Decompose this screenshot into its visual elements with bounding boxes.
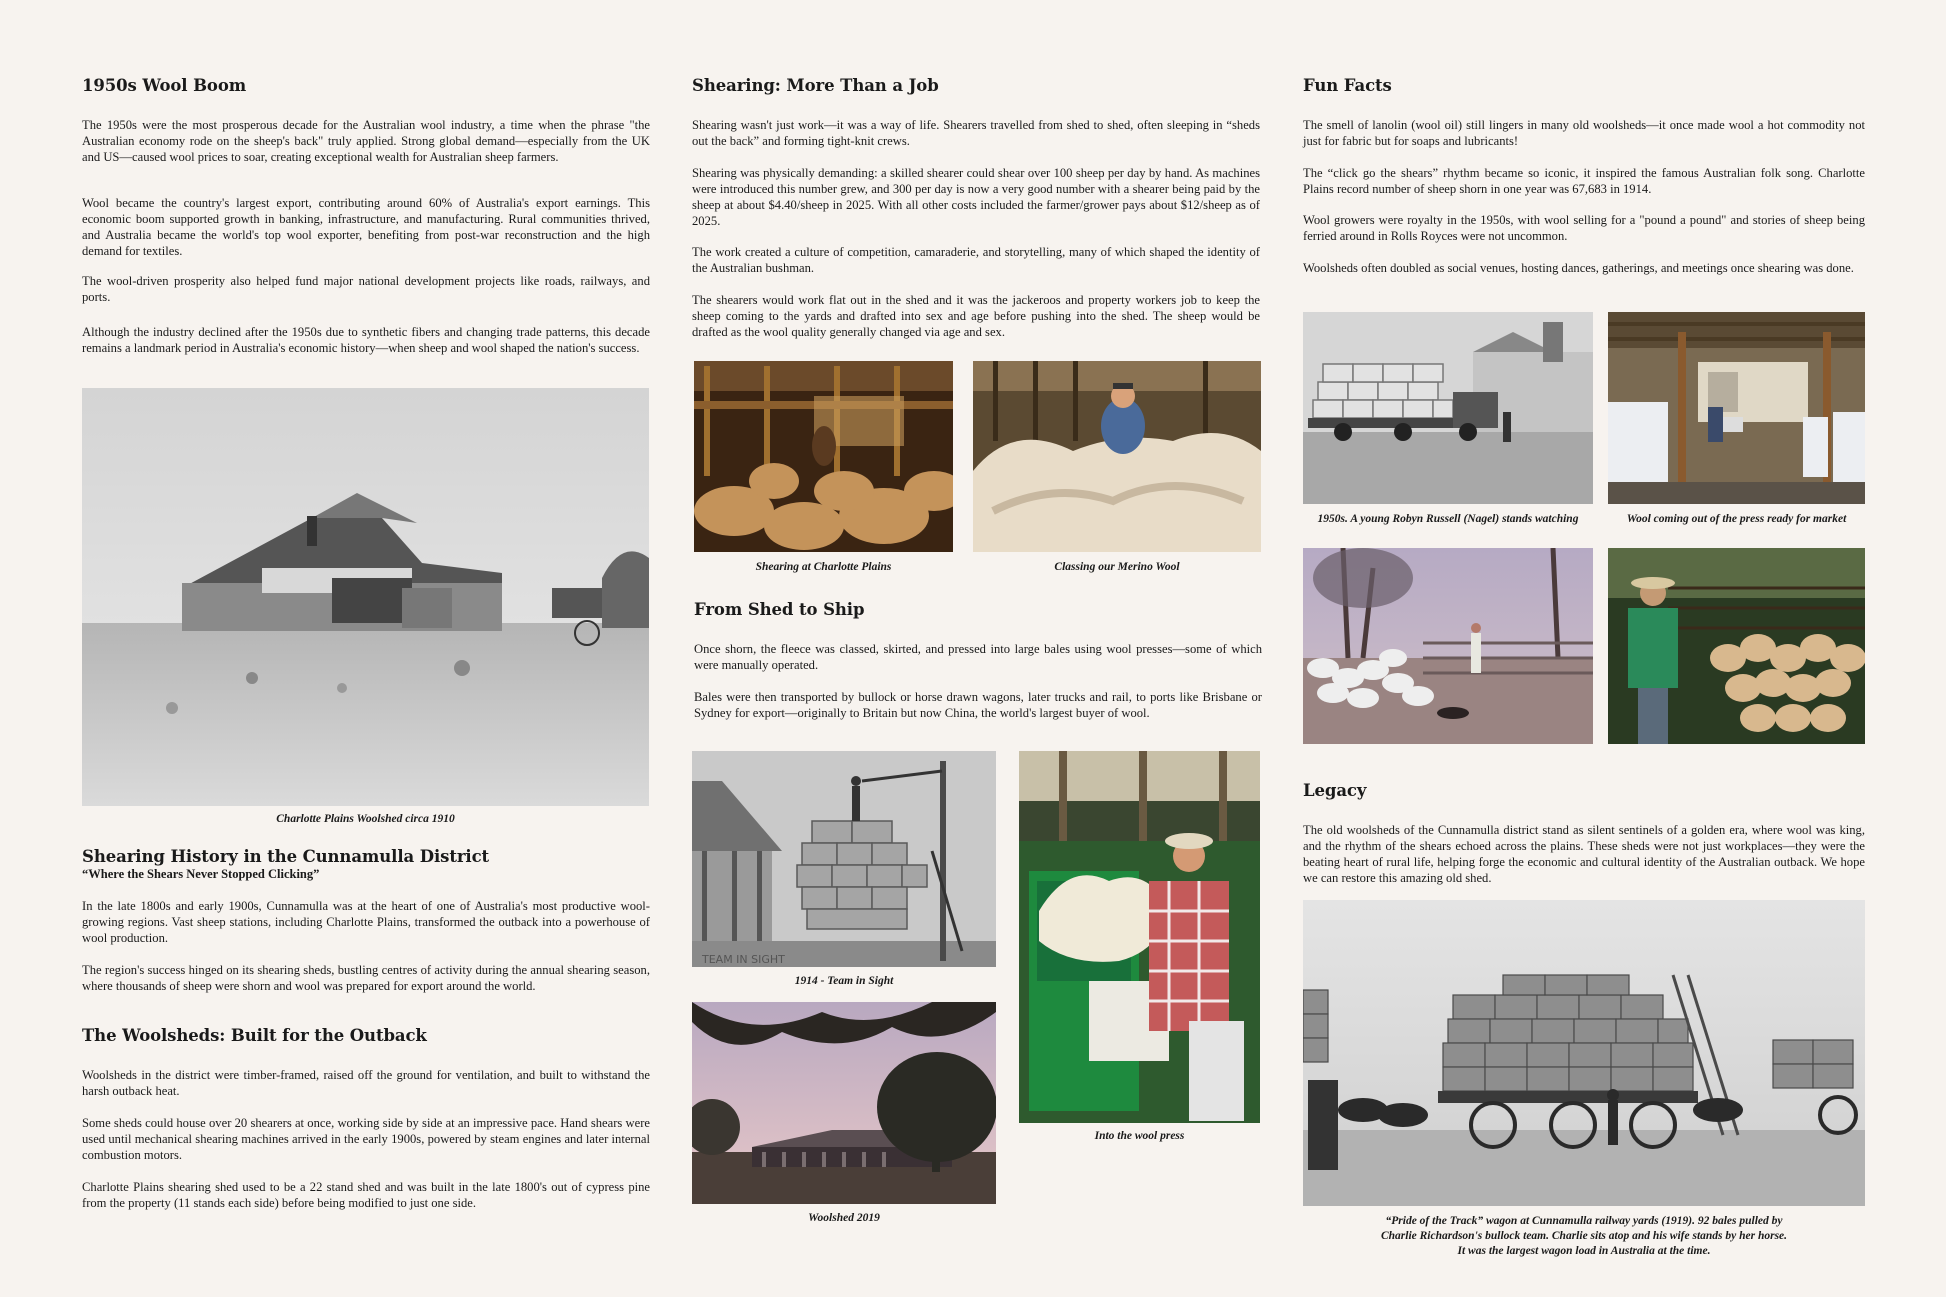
drafting-sheep-photo xyxy=(1608,548,1865,744)
legacy-paragraph: The old woolsheds of the Cunnamulla district stand as silent sentinels of a golden era, where wool was king, and the rhythm of the shears echoed across the plains. These sheds were not just workplaces—they were the beating heart of rural life, helping forge the economic and cultural identity of the Australian outback. We hope we can restore this amazing old shed. xyxy=(1303,823,1865,885)
fun-facts-paragraph-2: The “click go the shears” rhythm became so iconic, it inspired the famous Australian folk song. Charlotte Plains record number of sheep shorn in one year was 67,683 in 1914. xyxy=(1303,166,1865,196)
shearing-history-paragraph-2: The region's success hinged on its shearing sheds, bustling centres of activity during the annual shearing season, where thousands of sheep were shorn and wool was prepared for export around the world. xyxy=(82,963,650,993)
wool-boom-paragraph-2: Wool became the country's largest export, contributing around 60% of Australia's export earnings. This economic boom supported growth in banking, infrastructure, and manufacturing. Rural communities thrived, and Australia became the world's top wool exporter, benefiting from post-war reconstruction and the high demand for textiles. xyxy=(82,196,650,258)
section-title-legacy: Legacy xyxy=(1303,781,1367,800)
section-title-shearing-job: Shearing: More Than a Job xyxy=(692,76,939,95)
shearing-paragraph-3: The work created a culture of competition, camaraderie, and storytelling, many of which shaped the identity of the Australian bushman. xyxy=(692,245,1260,275)
shearing-paragraph-4: The shearers would work flat out in the shed and it was the jackeroos and property workers job to keep the sheep coming to the yards and drafted into sex and age before pushing into the shed. The sheep would be drafted as the wool quality generally changed via age and sex. xyxy=(692,293,1260,339)
team-in-sight-photo-text: TEAM IN SIGHT xyxy=(702,953,785,966)
robyn-russell-1950s-photo xyxy=(1303,312,1593,504)
woolshed-1910-photo xyxy=(82,388,649,806)
woolshed-2019-photo xyxy=(692,1002,996,1204)
pride-caption-line-1: “Pride of the Track” wagon at Cunnamulla railway yards (1919). 92 bales pulled by xyxy=(1385,1215,1783,1227)
shearing-paragraph-1: Shearing wasn't just work—it was a way of life. Shearers travelled from shed to shed, often sleeping in “sheds out the back” and forming tight-knit crews. xyxy=(692,118,1260,148)
pride-caption-line-3: It was the largest wagon load in Australia at the time. xyxy=(1457,1245,1711,1257)
team-in-sight-caption: 1914 - Team in Sight xyxy=(794,975,894,987)
wool-press-caption: Into the wool press xyxy=(1094,1130,1185,1142)
team-in-sight-1914-photo xyxy=(692,751,996,967)
pride-of-the-track-photo xyxy=(1303,900,1865,1206)
woolsheds-paragraph-2: Some sheds could house over 20 shearers at once, working side by side at an impressive pace. Hand shears were used until mechanical shearing machines arrived in the early 1900s, powered by steam engines and later internal combustion motors. xyxy=(82,1116,650,1162)
woolshed-2019-caption: Woolshed 2019 xyxy=(808,1212,880,1224)
woolshed-1910-caption: Charlotte Plains Woolshed circa 1910 xyxy=(276,813,455,825)
classing-merino-wool-photo xyxy=(973,361,1261,552)
section-title-shed-to-ship: From Shed to Ship xyxy=(694,600,865,619)
pride-caption-line-2: Charlie Richardson's bullock team. Charlie sits atop and his wife stands by her horse. xyxy=(1380,1230,1788,1242)
section-title-shearing-history: Shearing History in the Cunnamulla District xyxy=(82,847,490,866)
section-title-fun-facts: Fun Facts xyxy=(1303,76,1392,95)
pride-of-the-track-caption xyxy=(1303,1214,1865,1259)
classing-merino-wool-caption: Classing our Merino Wool xyxy=(1054,561,1180,573)
ship-paragraph-2: Bales were then transported by bullock or horse drawn wagons, later trucks and rail, to ports like Brisbane or Sydney for export—originally to Britain but now China, the world's largest buyer of wool. xyxy=(694,690,1262,720)
shearing-charlotte-plains-photo xyxy=(694,361,953,552)
shearing-paragraph-2: Shearing was physically demanding: a skilled shearer could shear over 100 sheep per day by hand. As machines were introduced this number grew, and 300 per day is now a very good number with a shearer being paid by the sheep at about $4.40/sheep in 2025. With all other costs included the farmer/grower pays about $12/sheep as of 2025. xyxy=(692,166,1260,228)
woolsheds-paragraph-1: Woolsheds in the district were timber-framed, raised off the ground for ventilation, and built to withstand the harsh outback heat. xyxy=(82,1068,650,1098)
wool-out-of-press-photo xyxy=(1608,312,1865,504)
wool-press-photo xyxy=(1019,751,1260,1123)
fun-facts-paragraph-3: Wool growers were royalty in the 1950s, with wool selling for a "pound a pound" and stories of sheep being ferried around in Rolls Royces were not uncommon. xyxy=(1303,213,1865,243)
wool-out-of-press-caption: Wool coming out of the press ready for market xyxy=(1626,513,1847,525)
shearing-charlotte-plains-caption: Shearing at Charlotte Plains xyxy=(755,561,892,573)
woolsheds-paragraph-3: Charlotte Plains shearing shed used to be a 22 stand shed and was built in the late 1800's out of cypress pine from the property (11 stands each side) before being modified to just one side. xyxy=(82,1180,650,1210)
ship-paragraph-1: Once shorn, the fleece was classed, skirted, and pressed into large bales using wool presses—some of which were manually operated. xyxy=(694,642,1262,672)
section-title-wool-boom: 1950s Wool Boom xyxy=(82,76,247,95)
shearing-history-subtitle: “Where the Shears Never Stopped Clicking” xyxy=(82,867,320,881)
wool-boom-paragraph-1: The 1950s were the most prosperous decade for the Australian wool industry, a time when the phrase "the Australian economy rode on the sheep's back" truly applied. Strong global demand—especially from the UK and US—caused wool prices to soar, creating exceptional wealth for Australian sheep farmers. xyxy=(82,118,650,164)
fun-facts-paragraph-1: The smell of lanolin (wool oil) still lingers in many old woolsheds—it once made wool a hot commodity not just for fabric but for soaps and lubricants! xyxy=(1303,118,1865,148)
section-title-woolsheds: The Woolsheds: Built for the Outback xyxy=(82,1026,427,1045)
wool-boom-paragraph-4: Although the industry declined after the 1950s due to synthetic fibers and changing trade patterns, this decade remains a landmark period in Australia's economic history—when sheep and wool shaped the nation's success. xyxy=(82,325,650,355)
sheep-yard-photo xyxy=(1303,548,1593,744)
wool-boom-paragraph-3: The wool-driven prosperity also helped fund major national development projects like roads, railways, and ports. xyxy=(82,274,650,304)
fun-facts-paragraph-4: Woolsheds often doubled as social venues, hosting dances, gatherings, and meetings once shearing was done. xyxy=(1303,261,1854,275)
shearing-history-paragraph-1: In the late 1800s and early 1900s, Cunnamulla was at the heart of one of Australia's most productive wool-growing regions. Vast sheep stations, including Charlotte Plains, transformed the outback into a powerhouse of wool production. xyxy=(82,899,650,945)
robyn-russell-caption: 1950s. A young Robyn Russell (Nagel) stands watching xyxy=(1317,513,1579,525)
